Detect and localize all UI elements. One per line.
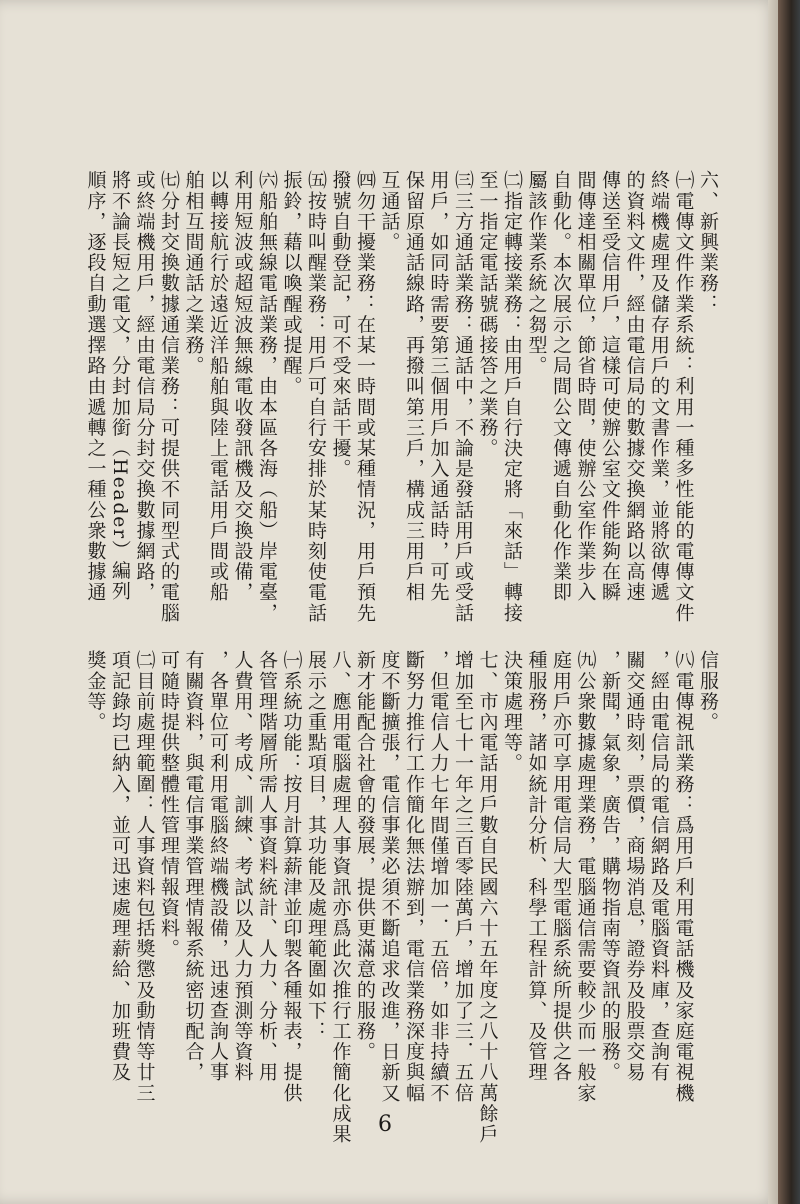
text-line: 度不斷擴張，電信事業必須不斷追求改進，日新又 [378,650,401,1104]
text-line: 終端機處理及儲存用戶的文書作業，並將欲傳遞 [648,170,670,603]
text-line: 用戶，如同時需要第三個用戶加入通話時，可先 [427,170,450,603]
text-line: 項記錄均已納入，並可迅速處理薪給、加班費及 [109,650,131,1083]
text-line: ，但電信人力七年間僅增加一．五倍，如非持續不 [427,650,450,1104]
text-line: 展示之重點項目，其功能及處理範圍如下： [305,650,327,1042]
text-line: ㈥船舶無線電話業務，由本區各海（船）岸電臺， [256,170,278,624]
text-line: 增加至七十一年之三百零陸萬戶，增加了三．五倍 [452,650,474,1104]
text-line: 間傳達相關單位，節省時間，使辦公室作業步入 [574,170,597,603]
text-line: 保留原通話線路，再撥叫第三戶，構成三用戶相 [403,170,425,603]
text-line: 以轉接航行於遠近洋船舶與陸上電話用戶間或船 [207,170,229,603]
text-line: 六、新興業務： [697,170,719,315]
text-line: ㈡目前處理範圍：人事資料包括獎懲及動情等廿三 [133,650,156,1104]
text-line: ㈨公衆數據處理業務，電腦通信需要較少而一般家 [574,650,597,1104]
text-line: 至一指定電話號碼接答之業務。 [476,170,499,459]
text-line: 可隨時提供整體性管理情報資料。 [158,650,180,959]
text-line: 或終端機用戶，經由電信局分封交換數據網路， [133,170,156,603]
text-line: 人費用、考成、訓練、考試以及人力預測等資料 [231,650,254,1083]
text-line: 屬該作業系統之芻型。 [525,170,548,376]
text-line: 的資料文件，經由電信局的數據交換網路以高速 [623,170,646,603]
text-line: ㈧電傳視訊業務：爲用戶利用電話機及家庭電視機 [672,650,695,1104]
text-line: 獎金等。 [84,650,107,733]
text-line: ㈢三方通話業務：通話中，不論是發話用戶或受話 [452,170,474,624]
text-line: 各管理階層所需人事資料統計、人力、分析、用 [256,650,278,1083]
text-line: 順序，逐段自動選擇路由遞轉之一種公衆數據通 [84,170,107,603]
page-edge [768,0,778,1204]
text-line: 有關資料，與電信事業管理情報系統密切配合， [182,650,205,1083]
text-line: ㈡指定轉接業務：由用戶自行決定將「來話」轉接 [501,170,523,624]
text-line: 傳送至受信用戶，這樣可使辦公室文件能夠在瞬 [599,170,621,603]
text-line: ，新聞，氣象，廣告，購物指南等資訊的服務。 [599,650,621,1083]
text-line: 七、市內電話用戶數自民國六十五年度之八十八萬餘戶 [476,650,499,1145]
text-line: 撥號自動登記，可不受來話干擾。 [329,170,352,479]
text-line: 斷努力推行工作簡化無法辦到，電信業務深度與幅 [403,650,425,1104]
text-line: 信服務。 [697,650,719,733]
lower-text-block [72,650,720,1145]
text-line: 種服務，諸如統計分析、科學工程計算、及管理 [525,650,548,1083]
text-line: ，經由電信局的電信網路及電腦資料庫，查詢有 [648,650,670,1083]
text-line: ㈦分封交換數據通信業務：可提供不同型式的電腦 [158,170,180,624]
text-line: 互通話。 [378,170,401,253]
text-line: ，各單位可利用電腦終端機設備，迅速查詢人事 [207,650,229,1083]
text-line: ㈠電傳文件作業系統：利用一種多性能的電傳文件 [672,170,695,624]
text-line: 舶相互間通話之業務。 [182,170,205,376]
text-line: ㈤按時叫醒業務：用戶可自行安排於某時刻使電話 [305,170,327,624]
text-line: 庭用戶亦可享用電信局大型電腦系統所提供之各 [550,650,572,1083]
upper-text-block [72,170,720,640]
book-spine [778,0,800,1204]
text-line: 八、應用電腦處理人事資訊亦爲此次推行工作簡化成果 [329,650,352,1145]
text-line: 新才能配合社會的發展，提供更滿意的服務。 [354,650,376,1062]
text-line: 將不論長短之電文，分封加銜（Header）編列 [109,170,131,602]
text-line: ㈠系統功能：按月計算薪津並印製各種報表，提供 [280,650,303,1104]
text-line: 振鈴，藉以喚醒或提醒。 [280,170,303,397]
text-line: 自動化。本次展示之局間公文傳遞自動化作業即 [550,170,572,603]
text-line: 利用短波或超短波無線電收發訊機及交換設備， [231,170,254,603]
text-line: 決策處理等。 [501,650,523,774]
text-line: 關交通時刻，票價，商場消息，證券及股票交易 [623,650,646,1083]
text-line: ㈣勿干擾業務：在某一時間或某種情況，用戶預先 [354,170,376,624]
page-number: 6 [378,1112,392,1137]
